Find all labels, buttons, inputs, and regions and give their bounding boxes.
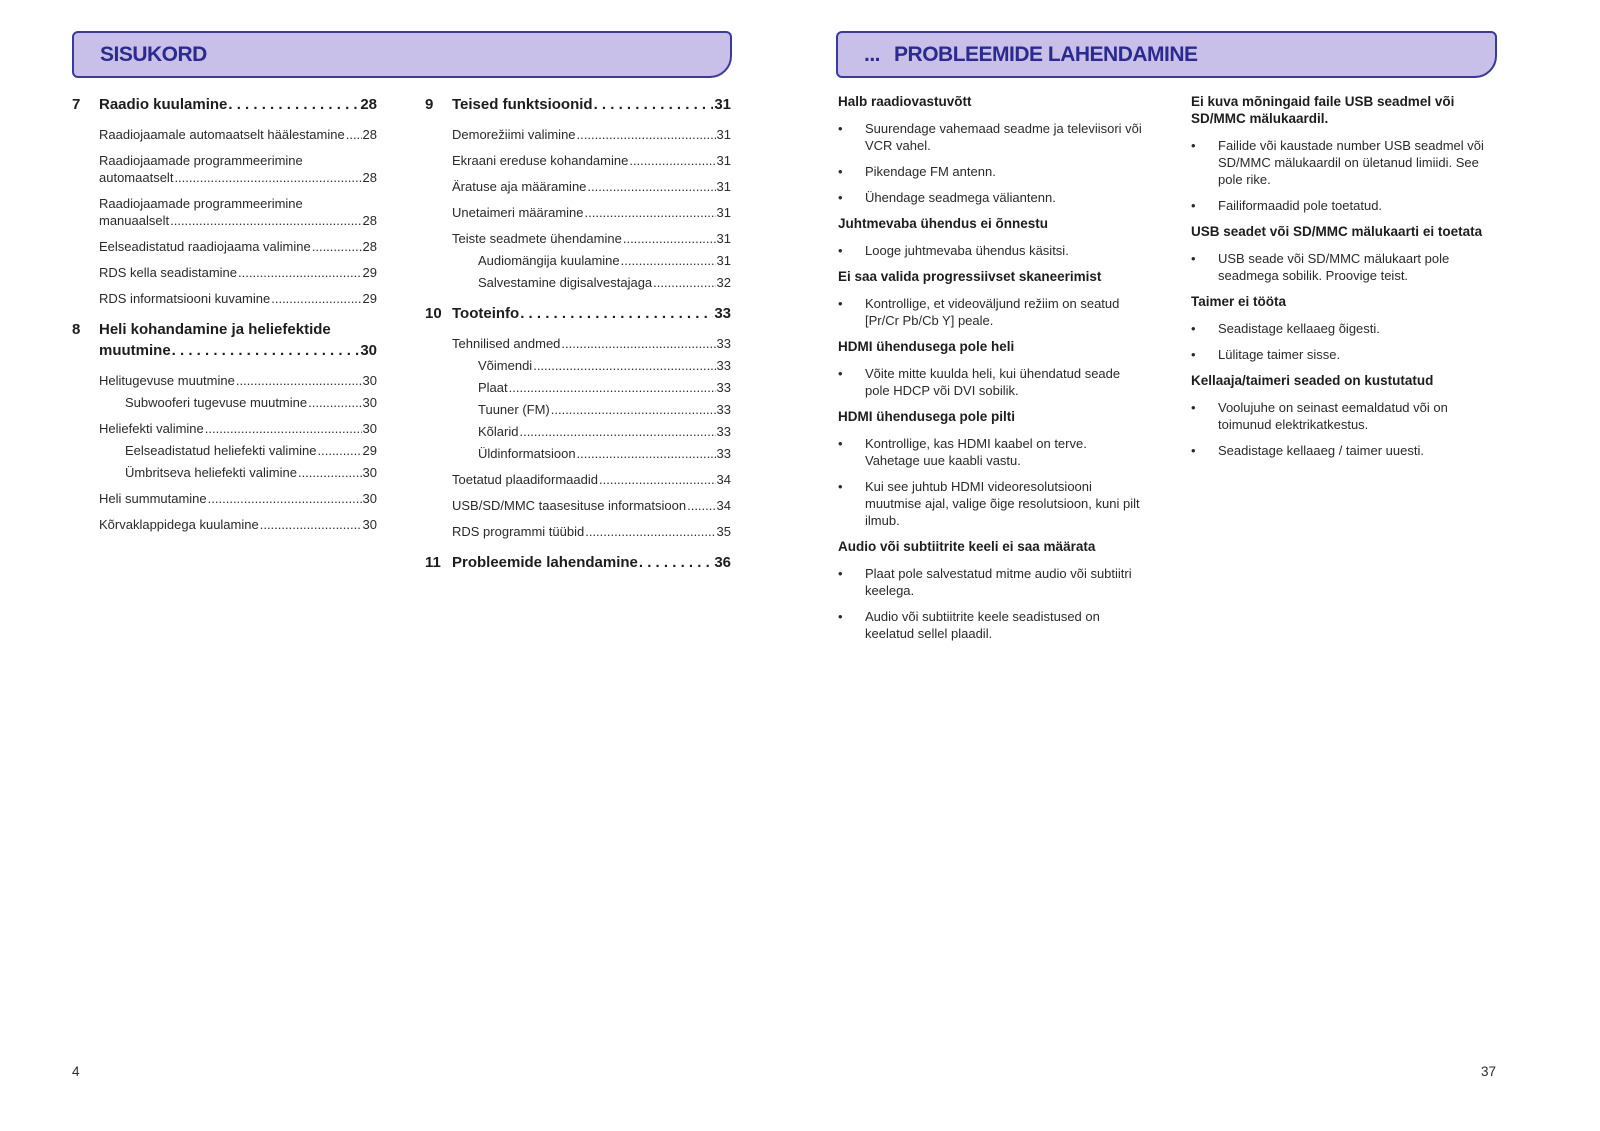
toc-chapter-body <box>99 319 377 361</box>
solution-item <box>1191 250 1497 284</box>
problem-heading: Halb raadiovastuvõtt <box>838 94 972 109</box>
toc-entry <box>99 126 377 143</box>
toc-page-number: 33 <box>716 424 731 439</box>
toc-chapter-number: 7 <box>72 96 81 113</box>
toc-line <box>478 423 731 440</box>
toc-entry-title: muutmine <box>99 342 171 359</box>
toc-page-number: 28 <box>362 239 377 254</box>
solution-text: Failide või kaustade number USB seadmel või SD/MMC mälukaardil on ületanud limiidi. See pole rike. <box>1218 138 1484 187</box>
troubleshooting-column-1 <box>838 93 1144 651</box>
toc-line <box>478 357 731 374</box>
toc-entry-title: Teised funktsioonid <box>452 96 593 113</box>
toc-entry-title: manuaalselt <box>99 213 170 228</box>
toc-dot-leader <box>318 442 362 459</box>
toc-line <box>478 445 731 462</box>
toc-line <box>99 290 377 307</box>
toc-entry-title-line: Raadiojaamade programmeerimine <box>99 153 303 168</box>
toc-banner <box>72 31 732 78</box>
toc-line <box>99 94 377 115</box>
toc-entry-title: Äratuse aja määramine <box>452 179 587 194</box>
toc-entry-title: Subwooferi tugevuse muutmine <box>125 395 308 410</box>
toc-line <box>125 442 377 459</box>
toc-page-number: 29 <box>362 443 377 458</box>
toc-dot-leader <box>585 204 716 221</box>
solution-text: Kontrollige, kas HDMI kaabel on terve. Vahetage uue kaabli vastu. <box>865 436 1087 468</box>
toc-dot-leader <box>653 274 715 291</box>
title-text: PROBLEEMIDE LAHENDAMINE <box>894 43 1198 66</box>
bullet-icon: • <box>838 243 843 258</box>
toc-chapter-number: 8 <box>72 321 81 338</box>
toc-dot-leader <box>312 238 362 255</box>
toc-line <box>452 230 731 247</box>
toc-page-number: 31 <box>714 96 731 113</box>
solution-item <box>838 435 1144 469</box>
problem-heading: Taimer ei tööta <box>1191 294 1287 309</box>
toc-page-number: 33 <box>714 305 731 322</box>
toc-chapter <box>72 94 377 115</box>
toc-entry-title: Võimendi <box>478 358 533 373</box>
solution-item <box>838 608 1144 642</box>
toc-line <box>99 420 377 437</box>
toc-dot-leader <box>170 212 361 229</box>
solution-item <box>838 120 1144 154</box>
bullet-icon: • <box>838 121 843 136</box>
bullet-icon: • <box>1191 198 1196 213</box>
toc-line <box>99 238 377 255</box>
toc-entry <box>99 372 377 389</box>
bullet-icon: • <box>838 566 843 581</box>
troubleshooting-title <box>864 43 1198 67</box>
toc-dot-leader <box>228 94 359 115</box>
toc-line <box>452 303 731 324</box>
toc-line <box>99 264 377 281</box>
bullet-icon: • <box>1191 347 1196 362</box>
toc-line <box>452 552 731 573</box>
toc-page-number: 31 <box>716 127 731 142</box>
toc-entry <box>452 471 731 488</box>
bullet-icon: • <box>1191 400 1196 415</box>
problem-heading: Ei saa valida progressiivset skaneerimist <box>838 269 1102 284</box>
bullet-icon: • <box>838 479 843 494</box>
toc-entry <box>99 195 377 229</box>
bullet-icon: • <box>1191 138 1196 153</box>
toc-entry-title: Eelseadistatud raadiojaama valimine <box>99 239 311 254</box>
toc-entry <box>452 523 731 540</box>
toc-line <box>478 252 731 269</box>
bullet-icon: • <box>838 190 843 205</box>
solution-text: Kontrollige, et videoväljund režiim on seatud [Pr/Cr Pb/Cb Y] peale. <box>865 296 1120 328</box>
solution-item <box>838 242 1144 259</box>
toc-chapter-number: 10 <box>425 305 442 322</box>
toc-entry <box>478 274 731 291</box>
toc-dot-leader <box>174 169 361 186</box>
toc-entry <box>452 178 731 195</box>
toc-page-number: 28 <box>362 213 377 228</box>
toc-line <box>478 274 731 291</box>
page-number-left: 4 <box>72 1064 80 1079</box>
toc-line <box>99 212 377 229</box>
toc-page-number: 30 <box>360 342 377 359</box>
toc-line <box>452 523 731 540</box>
toc-entry <box>125 442 377 459</box>
toc-chapter <box>425 94 731 115</box>
solution-text: Lülitage taimer sisse. <box>1218 347 1341 362</box>
toc-entry-title: Demorežiimi valimine <box>452 127 576 142</box>
bullet-icon: • <box>838 436 843 451</box>
bullet-icon: • <box>838 296 843 311</box>
troubleshooting-banner <box>836 31 1497 78</box>
toc-dot-leader <box>561 335 715 352</box>
solution-text: Suurendage vahemaad seadme ja televiisori või VCR vahel. <box>865 121 1142 153</box>
toc-page-number: 29 <box>362 291 377 306</box>
toc-line <box>452 152 731 169</box>
toc-entry <box>478 252 731 269</box>
toc-page-number: 32 <box>716 275 731 290</box>
toc-page-number: 35 <box>716 524 731 539</box>
toc-page-number: 31 <box>716 179 731 194</box>
page-number-right: 37 <box>1481 1064 1497 1079</box>
toc-dot-leader <box>587 178 715 195</box>
toc-entry-title: Salvestamine digisalvestajaga <box>478 275 653 290</box>
toc-line <box>452 94 731 115</box>
toc-dot-leader <box>238 264 362 281</box>
toc-entry-title: Raadio kuulamine <box>99 96 228 113</box>
solution-text: Ühendage seadmega väliantenn. <box>865 190 1056 205</box>
toc-entry-title: Heliefekti valimine <box>99 421 204 436</box>
toc-entry-title: Unetaimeri määramine <box>452 205 584 220</box>
problem-heading: Ei kuva mõningaid faile USB seadmel või SD/MMC mälukaardil. <box>1191 94 1455 126</box>
toc-line <box>99 490 377 507</box>
toc-dot-leader <box>308 394 361 411</box>
toc-entry <box>452 204 731 221</box>
toc-line <box>452 335 731 352</box>
toc-page-number: 28 <box>362 127 377 142</box>
solution-item <box>1191 320 1497 337</box>
toc-line <box>99 340 377 361</box>
problem-heading: USB seadet või SD/MMC mälukaarti ei toetata <box>1191 224 1483 239</box>
toc-entry-title: Ümbritseva heliefekti valimine <box>125 465 297 480</box>
toc-entry-title: Kõlarid <box>478 424 519 439</box>
solution-item <box>838 295 1144 329</box>
toc-entry <box>99 420 377 437</box>
toc-page-number: 34 <box>716 498 731 513</box>
solution-text: Võite mitte kuulda heli, kui ühendatud seade pole HDCP või DVI sobilik. <box>865 366 1121 398</box>
toc-chapter-body <box>452 552 731 573</box>
toc-entry <box>478 423 731 440</box>
toc-entry-title: Teiste seadmete ühendamine <box>452 231 622 246</box>
toc-dot-leader <box>629 152 715 169</box>
toc-entry-title: Helitugevuse muutmine <box>99 373 235 388</box>
problem-heading: HDMI ühendusega pole pilti <box>838 409 1016 424</box>
solution-text: Plaat pole salvestatud mitme audio või subtiitri keelega. <box>865 566 1132 598</box>
toc-dot-leader <box>621 252 716 269</box>
toc-entry <box>452 126 731 143</box>
toc-line <box>452 204 731 221</box>
toc-entry <box>99 516 377 533</box>
toc-chapter <box>425 303 731 324</box>
bullet-icon: • <box>1191 251 1196 266</box>
toc-dot-leader <box>509 379 716 396</box>
toc-entry <box>478 401 731 418</box>
toc-page-number: 33 <box>716 358 731 373</box>
toc-chapter-body <box>452 94 731 115</box>
toc-entry <box>452 335 731 352</box>
troubleshooting-column-2 <box>1191 93 1497 468</box>
toc-chapter <box>72 319 377 361</box>
toc-page-number: 31 <box>716 205 731 220</box>
toc-entry-title: Tooteinfo <box>452 305 520 322</box>
toc-entry <box>99 264 377 281</box>
toc-dot-leader <box>346 126 362 143</box>
solution-item <box>838 163 1144 180</box>
bullet-icon: • <box>838 366 843 381</box>
toc-dot-leader <box>623 230 716 247</box>
toc-dot-leader <box>298 464 362 481</box>
toc-line <box>452 497 731 514</box>
toc-entry <box>99 152 377 186</box>
bullet-icon: • <box>838 164 843 179</box>
problem-heading: HDMI ühendusega pole heli <box>838 339 1015 354</box>
toc-page-number: 33 <box>716 446 731 461</box>
title-ellipsis: ... <box>864 43 881 66</box>
problem-heading: Kellaaja/taimeri seaded on kustutatud <box>1191 373 1434 388</box>
toc-entry-title: Tuuner (FM) <box>478 402 550 417</box>
toc-dot-leader <box>639 552 713 573</box>
toc-dot-leader <box>594 94 714 115</box>
toc-entry-title: Raadiojaamale automaatselt häälestamine <box>99 127 345 142</box>
toc-page-number: 36 <box>714 554 731 571</box>
toc-chapter-body <box>99 94 377 115</box>
toc-page-number: 31 <box>716 153 731 168</box>
toc-column-1 <box>72 94 377 545</box>
solution-text: Looge juhtmevaba ühendus käsitsi. <box>865 243 1069 258</box>
toc-entry <box>99 490 377 507</box>
toc-entry-title: Tehnilised andmed <box>452 336 561 351</box>
toc-entry-title: Kõrvaklappidega kuulamine <box>99 517 259 532</box>
toc-column-2 <box>425 94 731 587</box>
toc-line <box>452 178 731 195</box>
toc-page-number: 30 <box>362 395 377 410</box>
toc-entry-title: Heli summutamine <box>99 491 207 506</box>
bullet-icon: • <box>1191 443 1196 458</box>
toc-line <box>478 401 731 418</box>
solution-text: Audio või subtiitrite keele seadistused on keelatud sellel plaadil. <box>865 609 1100 641</box>
toc-page-number: 31 <box>716 231 731 246</box>
toc-dot-leader <box>520 303 713 324</box>
toc-entry <box>478 445 731 462</box>
bullet-icon: • <box>838 609 843 624</box>
toc-entry-title: RDS programmi tüübid <box>452 524 585 539</box>
toc-entry-title: USB/SD/MMC taasesituse informatsioon <box>452 498 687 513</box>
toc-dot-leader <box>236 372 362 389</box>
solution-text: Seadistage kellaaeg / taimer uuesti. <box>1218 443 1424 458</box>
toc-page-number: 33 <box>716 380 731 395</box>
solution-item <box>838 478 1144 529</box>
toc-page-number: 30 <box>362 373 377 388</box>
solution-item <box>1191 137 1497 188</box>
toc-line <box>125 394 377 411</box>
bullet-icon: • <box>1191 321 1196 336</box>
solution-item <box>838 189 1144 206</box>
toc-title: SISUKORD <box>100 43 207 66</box>
toc-dot-leader <box>577 445 716 462</box>
solution-text: Failiformaadid pole toetatud. <box>1218 198 1383 213</box>
toc-entry-title: Toetatud plaadiformaadid <box>452 472 598 487</box>
toc-dot-leader <box>687 497 715 514</box>
toc-entry-title: RDS informatsiooni kuvamine <box>99 291 271 306</box>
toc-page-number: 30 <box>362 421 377 436</box>
solution-item <box>838 565 1144 599</box>
solution-item <box>1191 442 1497 459</box>
toc-line <box>452 126 731 143</box>
toc-entry-title: Eelseadistatud heliefekti valimine <box>125 443 317 458</box>
toc-entry <box>99 290 377 307</box>
toc-entry <box>478 379 731 396</box>
toc-entry <box>452 497 731 514</box>
toc-line <box>478 379 731 396</box>
toc-line <box>99 516 377 533</box>
toc-page-number: 29 <box>362 265 377 280</box>
toc-entry-title: Ekraani ereduse kohandamine <box>452 153 629 168</box>
toc-page-number: 30 <box>362 517 377 532</box>
toc-dot-leader <box>208 490 362 507</box>
toc-entry <box>478 357 731 374</box>
toc-dot-leader <box>519 423 715 440</box>
toc-entry <box>99 238 377 255</box>
toc-entry-title: Plaat <box>478 380 508 395</box>
solution-text: Kui see juhtub HDMI videoresolutsiooni muutmise ajal, valige õige resolutsioon, kuni pilt ilmub. <box>865 479 1140 528</box>
toc-page-number: 33 <box>716 336 731 351</box>
toc-line <box>125 464 377 481</box>
toc-line <box>99 169 377 186</box>
toc-dot-leader <box>599 471 716 488</box>
toc-page-number: 30 <box>362 491 377 506</box>
toc-page-number: 28 <box>362 170 377 185</box>
toc-dot-leader <box>205 420 362 437</box>
toc-entry-title: RDS kella seadistamine <box>99 265 238 280</box>
toc-entry-title: Audiomängija kuulamine <box>478 253 620 268</box>
solution-text: USB seade või SD/MMC mälukaart pole seadmega sobilik. Proovige teist. <box>1218 251 1450 283</box>
toc-page-number: 33 <box>716 402 731 417</box>
toc-page-number: 34 <box>716 472 731 487</box>
toc-chapter <box>425 552 731 573</box>
solution-text: Seadistage kellaaeg õigesti. <box>1218 321 1380 336</box>
solution-item <box>838 365 1144 399</box>
toc-chapter-number: 9 <box>425 96 434 113</box>
problem-heading: Audio või subtiitrite keeli ei saa määrata <box>838 539 1096 554</box>
toc-page-number: 28 <box>360 96 377 113</box>
toc-line <box>99 372 377 389</box>
toc-line <box>452 471 731 488</box>
toc-entry <box>452 152 731 169</box>
toc-dot-leader <box>260 516 362 533</box>
toc-entry <box>452 230 731 247</box>
toc-dot-leader <box>533 357 715 374</box>
toc-entry-title: automaatselt <box>99 170 174 185</box>
toc-dot-leader <box>585 523 715 540</box>
toc-entry <box>125 394 377 411</box>
toc-dot-leader <box>577 126 716 143</box>
solution-item <box>1191 399 1497 433</box>
toc-line <box>99 126 377 143</box>
toc-dot-leader <box>172 340 360 361</box>
toc-entry-title: Probleemide lahendamine <box>452 554 638 571</box>
toc-chapter-body <box>452 303 731 324</box>
toc-entry-title-line: Raadiojaamade programmeerimine <box>99 196 303 211</box>
toc-page-number: 31 <box>716 253 731 268</box>
solution-text: Voolujuhe on seinast eemaldatud või on toimunud elektrikatkestus. <box>1218 400 1448 432</box>
toc-entry <box>125 464 377 481</box>
solution-item <box>1191 197 1497 214</box>
solution-text: Pikendage FM antenn. <box>865 164 996 179</box>
toc-entry-title: Üldinformatsioon <box>478 446 576 461</box>
toc-dot-leader <box>271 290 361 307</box>
toc-dot-leader <box>551 401 716 418</box>
toc-chapter-title-line: Heli kohandamine ja heliefektide <box>99 321 331 338</box>
toc-page-number: 30 <box>362 465 377 480</box>
solution-item <box>1191 346 1497 363</box>
toc-chapter-number: 11 <box>425 554 441 571</box>
problem-heading: Juhtmevaba ühendus ei õnnestu <box>838 216 1049 231</box>
